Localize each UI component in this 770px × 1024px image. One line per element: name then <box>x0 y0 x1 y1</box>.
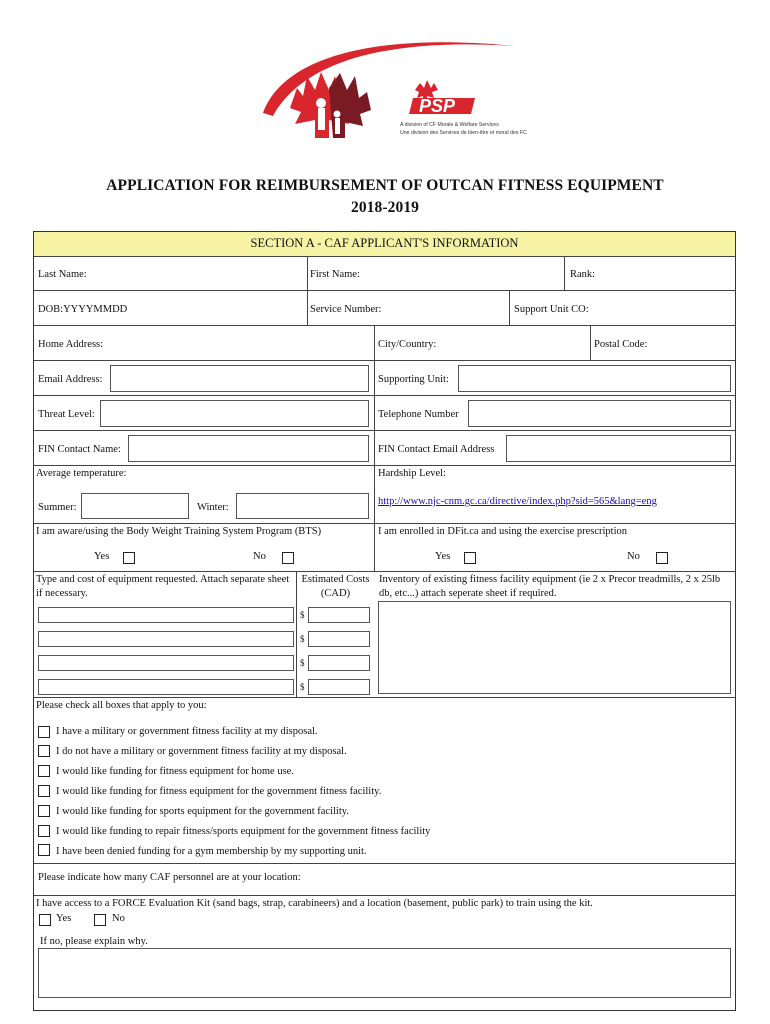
checklist-item: I would like funding for sports equipment for the government facility. <box>56 806 349 817</box>
equipment-item-field[interactable] <box>38 679 294 695</box>
city-country-label: City/Country: <box>378 339 437 350</box>
currency-symbol: $ <box>300 610 305 620</box>
hardship-level-label: Hardship Level: <box>378 468 446 479</box>
threat-level-field[interactable] <box>100 400 369 427</box>
checklist-item: I would like funding for fitness equipment for home use. <box>56 766 294 777</box>
winter-field[interactable] <box>236 493 369 519</box>
equipment-type-label: Type and cost of equipment requested. Attach separate sheet if necessary. <box>36 574 290 599</box>
fin-contact-name-label: FIN Contact Name: <box>38 444 121 455</box>
bts-yes-label: Yes <box>94 551 110 562</box>
dob-label: DOB:YYYYMMDD <box>38 304 128 315</box>
equipment-cost-field[interactable] <box>308 655 370 671</box>
checklist-item: I have been denied funding for a gym membership by my supporting unit. <box>56 846 367 857</box>
bts-no-checkbox[interactable] <box>282 552 294 564</box>
fin-contact-email-field[interactable] <box>506 435 731 462</box>
supporting-unit-label: Supporting Unit: <box>378 374 449 385</box>
section-a-header: SECTION A - CAF APPLICANT'S INFORMATION <box>34 232 735 257</box>
document-year: 2018-2019 <box>350 199 420 216</box>
equipment-cost-field[interactable] <box>308 631 370 647</box>
estimated-costs-label: Estimated Costs (CAD) <box>301 574 370 599</box>
checklist-checkbox[interactable] <box>38 785 50 797</box>
bts-question: I am aware/using the Body Weight Training System Program (BTS) <box>36 526 322 537</box>
fin-contact-name-field[interactable] <box>128 435 369 462</box>
force-no-label: No <box>112 913 125 924</box>
equipment-item-field[interactable] <box>38 631 294 647</box>
equipment-cost-field[interactable] <box>308 607 370 623</box>
hardship-directive-link[interactable]: http://www.njc-cnm.gc.ca/directive/index.php?sid=565&lang=eng <box>378 496 657 507</box>
checklist-checkbox[interactable] <box>38 844 50 856</box>
equipment-cost-field[interactable] <box>308 679 370 695</box>
dfit-yes-label: Yes <box>435 551 451 562</box>
force-explain-label: If no, please explain why. <box>40 936 148 947</box>
rank-label: Rank: <box>570 269 596 280</box>
logo-tagline-fr: Une division des Services de bien-être et moral des FC <box>400 130 527 136</box>
svg-text:PSP: PSP <box>419 96 456 116</box>
psp-logo-icon <box>409 80 475 116</box>
telephone-label: Telephone Number <box>378 409 459 420</box>
dfit-yes-checkbox[interactable] <box>464 552 476 564</box>
dfit-no-checkbox[interactable] <box>656 552 668 564</box>
dfit-question: I am enrolled in DFit.ca and using the exercise prescription <box>378 526 628 537</box>
force-yes-label: Yes <box>56 913 72 924</box>
checklist-checkbox[interactable] <box>38 825 50 837</box>
summer-field[interactable] <box>81 493 189 519</box>
support-unit-co-label: Support Unit CO: <box>514 304 589 315</box>
email-label: Email Address: <box>38 374 103 385</box>
force-no-checkbox[interactable] <box>94 914 106 926</box>
bts-yes-checkbox[interactable] <box>123 552 135 564</box>
currency-symbol: $ <box>300 634 305 644</box>
email-field[interactable] <box>110 365 369 392</box>
logo-tagline-en: A division of CF Morale & Welfare Services <box>400 122 499 128</box>
currency-symbol: $ <box>300 658 305 668</box>
bts-no-label: No <box>253 551 266 562</box>
summer-label: Summer: <box>38 502 77 513</box>
force-explain-field[interactable] <box>38 948 731 998</box>
application-form <box>33 231 736 1011</box>
telephone-field[interactable] <box>468 400 731 427</box>
checklist-intro: Please check all boxes that apply to you: <box>36 700 207 711</box>
dfit-no-label: No <box>627 551 640 562</box>
postal-code-label: Postal Code: <box>594 339 648 350</box>
service-number-label: Service Number: <box>310 304 382 315</box>
equipment-item-field[interactable] <box>38 607 294 623</box>
last-name-label: Last Name: <box>38 269 87 280</box>
home-address-label: Home Address: <box>38 339 104 350</box>
checklist-checkbox[interactable] <box>38 805 50 817</box>
currency-symbol: $ <box>300 682 305 692</box>
cfmws-psp-logo <box>245 28 545 153</box>
checklist-checkbox[interactable] <box>38 726 50 738</box>
checklist-item: I do not have a military or government fitness facility at my disposal. <box>56 746 347 757</box>
checklist-checkbox[interactable] <box>38 745 50 757</box>
inventory-label: Inventory of existing fitness facility equipment (ie 2 x Precor treadmills, 2 x 25lb db, etc...) attach seperate sheet if required. <box>379 574 721 599</box>
avg-temperature-label: Average temperature: <box>36 468 127 479</box>
first-name-label: First Name: <box>310 269 360 280</box>
checklist-item: I would like funding for fitness equipment for the government fitness facility. <box>56 786 382 797</box>
force-kit-question: I have access to a FORCE Evaluation Kit (sand bags, strap, carabineers) and a location (basement, public park) to train using the kit. <box>36 898 593 909</box>
winter-label: Winter: <box>197 502 229 513</box>
inventory-field[interactable] <box>378 601 731 694</box>
personnel-count-label: Please indicate how many CAF personnel are at your location: <box>38 872 301 883</box>
force-yes-checkbox[interactable] <box>39 914 51 926</box>
checklist-item: I have a military or government fitness facility at my disposal. <box>56 726 318 737</box>
fin-contact-email-label: FIN Contact Email Address <box>378 444 495 455</box>
checklist-item: I would like funding to repair fitness/sports equipment for the government fitness facility <box>56 826 431 837</box>
document-title: APPLICATION FOR REIMBURSEMENT OF OUTCAN FITNESS EQUIPMENT <box>106 177 664 194</box>
checklist-checkbox[interactable] <box>38 765 50 777</box>
equipment-item-field[interactable] <box>38 655 294 671</box>
supporting-unit-field[interactable] <box>458 365 731 392</box>
threat-level-label: Threat Level: <box>38 409 95 420</box>
